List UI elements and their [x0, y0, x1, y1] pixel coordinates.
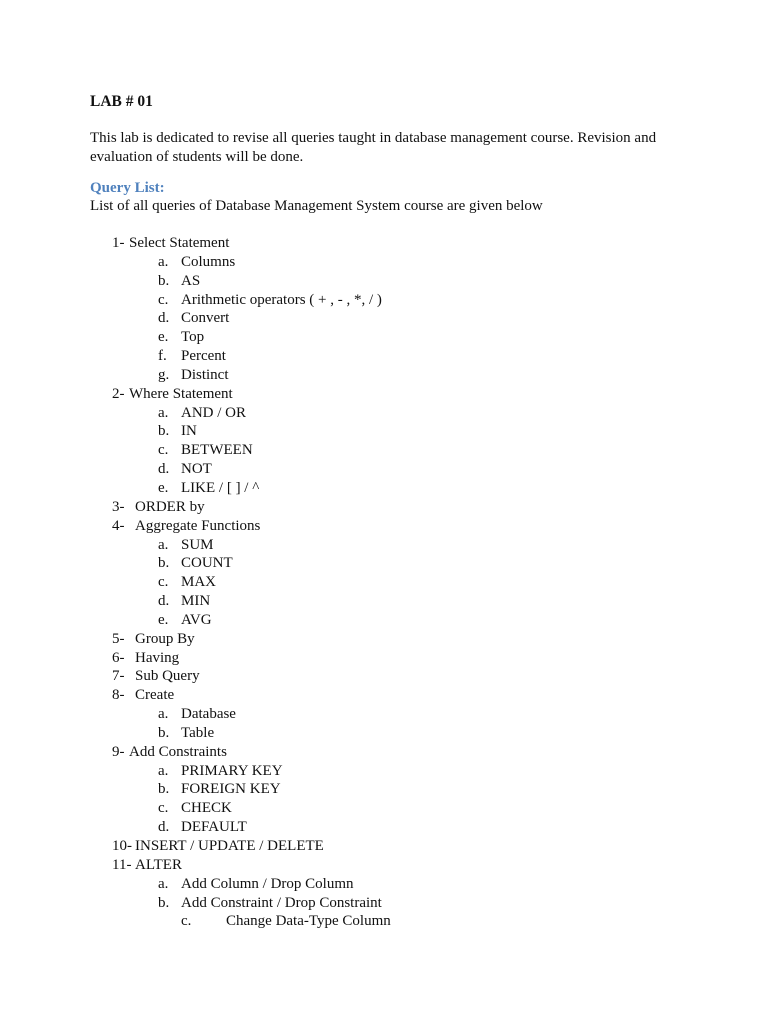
sub-list-item-letter: c. — [158, 442, 169, 459]
list-item-number: 5- — [112, 630, 125, 647]
list-item-text: Aggregate Functions — [135, 517, 261, 534]
list-item-text: Having — [135, 649, 180, 666]
sub-list-item — [0, 799, 768, 818]
intro-paragraph: This lab is dedicated to revise all queries taught in database management course. Revision and evaluation of students will be done. — [90, 130, 657, 165]
sub-list-item — [0, 780, 768, 799]
sub-list-item — [0, 479, 768, 498]
sub-list-item-text: Convert — [181, 310, 230, 327]
sub-list-item-letter: a. — [158, 875, 169, 892]
sub-list-item-text: Table — [181, 724, 215, 741]
sub-list-item — [0, 366, 768, 385]
sub-list-item — [0, 875, 768, 894]
list-item — [0, 649, 768, 668]
sub-list-item-letter: c. — [181, 913, 192, 930]
list-item-number: 2- — [112, 385, 125, 402]
sub-list-item — [0, 705, 768, 724]
list-item-text: Create — [135, 687, 175, 704]
list-item-text: Add Constraints — [129, 743, 227, 760]
sub-list-item — [0, 422, 768, 441]
sub-list-item-letter: a. — [158, 536, 169, 553]
sub-list-item-text: IN — [181, 423, 197, 440]
section-heading: Query List: — [90, 180, 165, 196]
list-item-number: 3- — [112, 498, 125, 515]
sub-list-item-text: DEFAULT — [181, 819, 247, 836]
sub-list-item-text: MIN — [181, 593, 211, 610]
sub-list-item-letter: b. — [158, 724, 170, 741]
list-item-number: 6- — [112, 649, 125, 666]
list-item-number: 9- — [112, 743, 125, 760]
sub-list-item — [0, 536, 768, 555]
sub-list-item-letter: b. — [158, 894, 170, 911]
sub-list-item — [0, 253, 768, 272]
list-item — [0, 856, 768, 875]
sub-list-item-letter: e. — [158, 479, 169, 496]
sub-list-item-text: Change Data-Type Column — [226, 913, 391, 930]
sub-list-item — [0, 611, 768, 630]
sub-list-item — [0, 573, 768, 592]
sub-list-item-letter: c. — [158, 800, 169, 817]
section-description: List of all queries of Database Management System course are given below — [90, 198, 543, 214]
sub-list-item-text: Add Constraint / Drop Constraint — [181, 894, 382, 911]
list-item — [0, 385, 768, 404]
sub-list-item — [0, 592, 768, 611]
sub-list-item — [0, 291, 768, 310]
sub-list-item — [0, 912, 768, 931]
sub-list-item-letter: a. — [158, 762, 169, 779]
sub-list-item-text: Distinct — [181, 366, 229, 383]
sub-list-item-text: Add Column / Drop Column — [181, 875, 354, 892]
sub-list-item-letter: a. — [158, 404, 169, 421]
sub-list-item-text: Arithmetic operators ( + , - , *, / ) — [181, 291, 382, 308]
sub-list-item-text: PRIMARY KEY — [181, 762, 283, 779]
sub-list-item-text: COUNT — [181, 555, 233, 572]
list-item — [0, 686, 768, 705]
list-item — [0, 234, 768, 253]
sub-list-item-letter: e. — [158, 611, 169, 628]
list-item — [0, 667, 768, 686]
sub-list-item — [0, 762, 768, 781]
sub-list-item-text: NOT — [181, 461, 212, 478]
sub-list-item-text: AND / OR — [181, 404, 247, 421]
sub-list-item-letter: b. — [158, 555, 170, 572]
sub-list-item-text: LIKE / [ ] / ^ — [181, 479, 260, 496]
sub-list-item-letter: d. — [158, 461, 170, 478]
sub-list-item-text: Percent — [181, 348, 226, 365]
sub-list-item — [0, 894, 768, 913]
list-item — [0, 630, 768, 649]
list-item-number: 7- — [112, 668, 125, 685]
sub-list-item — [0, 309, 768, 328]
sub-list-item — [0, 404, 768, 423]
sub-list-item — [0, 554, 768, 573]
sub-list-item-letter: b. — [158, 272, 170, 289]
list-item — [0, 517, 768, 536]
sub-list-item-letter: a. — [158, 706, 169, 723]
sub-list-item-letter: d. — [158, 310, 170, 327]
sub-list-item — [0, 460, 768, 479]
list-item-text: Where Statement — [129, 385, 233, 402]
list-item — [0, 743, 768, 762]
sub-list-item-letter: c. — [158, 291, 169, 308]
list-item-text: Sub Query — [135, 668, 200, 685]
list-item-number: 1- — [112, 235, 125, 251]
sub-list-item — [0, 328, 768, 347]
list-item-text: INSERT / UPDATE / DELETE — [135, 838, 324, 854]
list-item-text: Group By — [135, 630, 195, 647]
sub-list-item-text: AS — [181, 272, 201, 289]
list-item-number: 10- — [112, 838, 132, 854]
sub-list-item — [0, 272, 768, 291]
list-item — [0, 837, 768, 856]
sub-list-item-text: Columns — [181, 253, 236, 270]
lab-title: LAB # 01 — [90, 93, 153, 110]
sub-list-item-text: Database — [181, 706, 236, 723]
sub-list-item-letter: e. — [158, 329, 169, 346]
list-item-text: Select Statement — [129, 235, 230, 251]
list-item-number: 4- — [112, 517, 125, 534]
sub-list-item-letter: d. — [158, 819, 170, 836]
list-item-number: 11- — [112, 856, 132, 873]
sub-list-item-text: AVG — [181, 611, 212, 628]
sub-list-item-letter: g. — [158, 366, 170, 383]
sub-list-item-text: SUM — [181, 536, 214, 553]
sub-list-item — [0, 347, 768, 366]
sub-list-item-text: CHECK — [181, 800, 232, 817]
sub-list-item — [0, 441, 768, 460]
query-list — [0, 234, 768, 931]
sub-list-item-letter: b. — [158, 423, 170, 440]
list-item-text: ALTER — [135, 856, 182, 873]
sub-list-item-text: FOREIGN KEY — [181, 781, 281, 798]
sub-list-item-letter: d. — [158, 593, 170, 610]
sub-list-item — [0, 818, 768, 837]
sub-list-item-text: Top — [181, 329, 205, 346]
list-item-number: 8- — [112, 687, 125, 704]
sub-list-item-letter: c. — [158, 574, 169, 591]
sub-list-item — [0, 724, 768, 743]
list-item-text: ORDER by — [135, 498, 205, 515]
sub-list-item-text: MAX — [181, 574, 217, 591]
sub-list-item-text: BETWEEN — [181, 442, 253, 459]
sub-list-item-letter: a. — [158, 253, 169, 270]
sub-list-item-letter: f. — [158, 348, 167, 365]
sub-list-item-letter: b. — [158, 781, 170, 798]
list-item — [0, 498, 768, 517]
